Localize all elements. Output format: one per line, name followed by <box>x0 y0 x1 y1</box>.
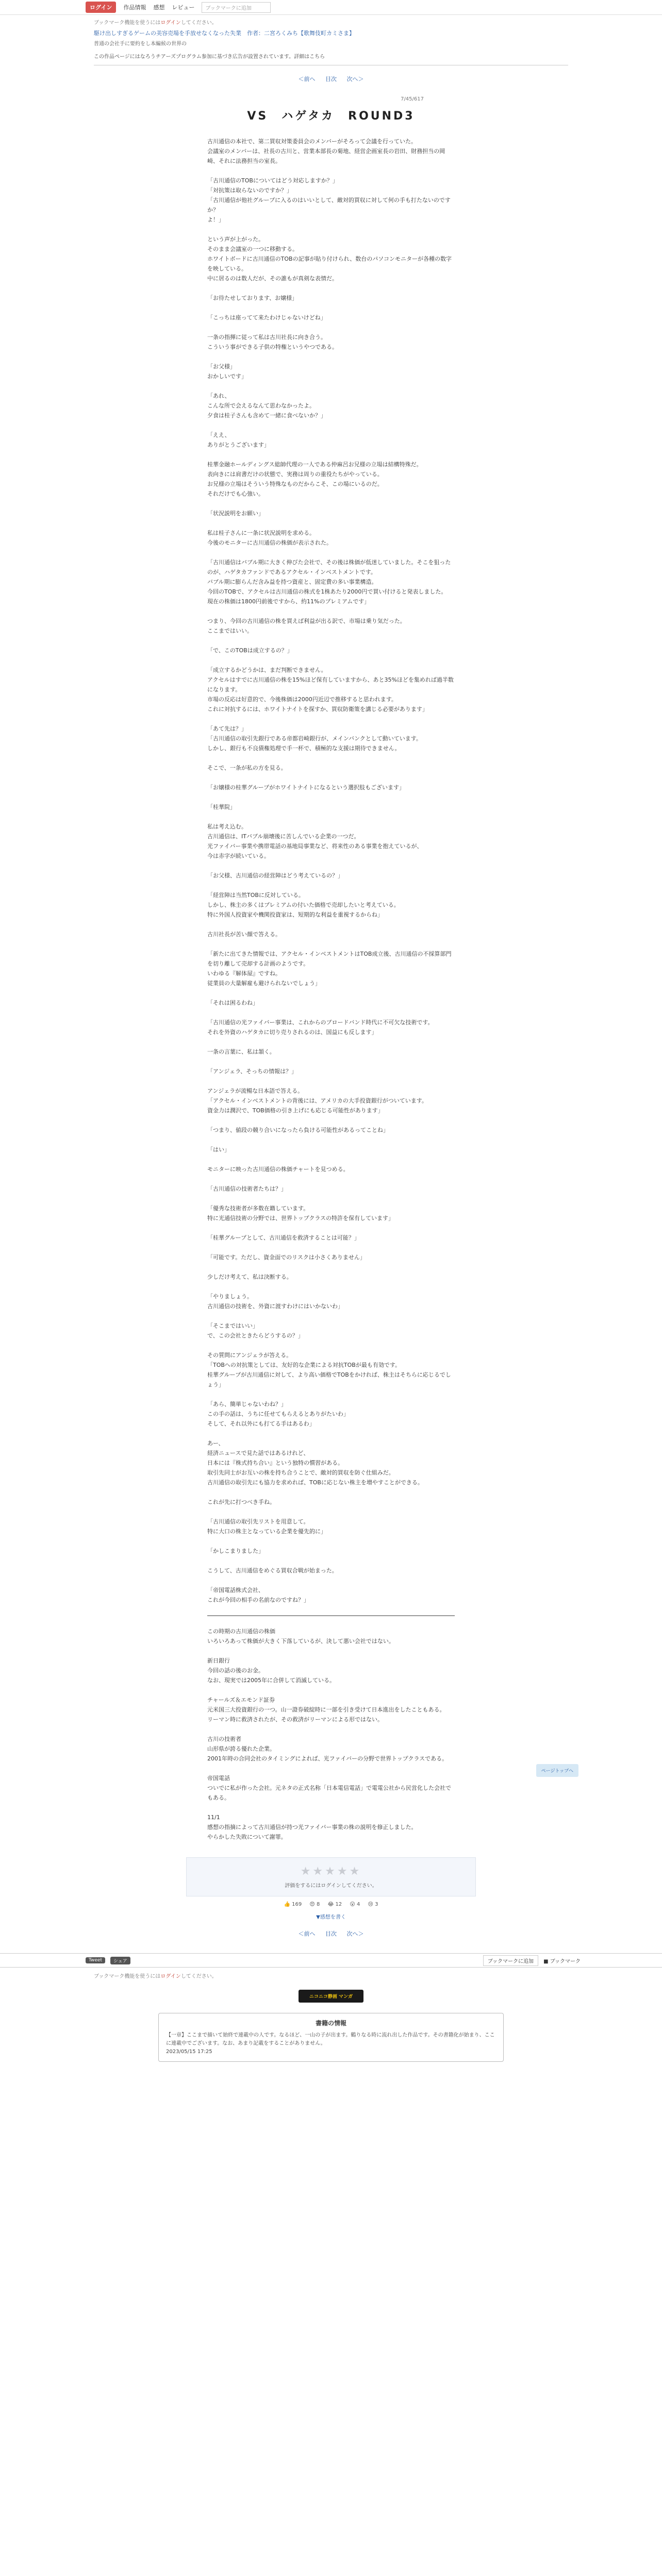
body-line: 桂華金融ホールディングス総帥代理の一人である仲麻呂お兄様の立場は結構特殊だ。 <box>207 461 422 468</box>
body-line: 「そこまではいい」 <box>207 1323 258 1329</box>
body-line: 「アンジェラ、そっちの情報は？」 <box>207 1068 297 1075</box>
body-line: 表向きには肩書だけの状態で、実務は周りの重役たちがやっている。 <box>207 471 383 478</box>
body-line: 現在の株価は1800円前後ですから、約11%のプレミアムです」 <box>207 598 370 605</box>
body-line: 特に大口の株主となっている企業を優先的に」 <box>207 1528 326 1535</box>
body-line: 一条の指揮に従って私は古川社長に向き合う。 <box>207 334 326 341</box>
body-line <box>207 1556 455 1566</box>
body-line: しかし、株主の多くはプレミアムの付いた価格で売却したいと考えている。 <box>207 902 400 908</box>
body-line: 会議室のメンバーは、社長の古川と、営業本部長の菊地、経営企画室長の岩田、財務担当の岡崎、それに法務担当の室長。 <box>207 148 445 164</box>
afterword-line: チャールズ＆エモンド証券 <box>207 1697 275 1703</box>
body-line: 「それは困るわね」 <box>207 999 258 1006</box>
body-line: 古川通信の本社で、第二買収対策委員会のメンバーがそろって会議を行っていた。 <box>207 138 417 145</box>
afterword-divider <box>207 1615 455 1616</box>
login-link[interactable]: ログイン <box>160 20 181 26</box>
body-line: 従業員の大量解雇も避けられないでしょう」 <box>207 980 321 987</box>
body-line: あー、 <box>207 1440 224 1447</box>
body-line: 経済ニュースで見た話ではあるけれど、 <box>207 1450 309 1456</box>
book-info-box <box>158 2013 504 2062</box>
body-line: 「あれ、 <box>207 393 230 399</box>
tweet-button[interactable]: Tweet <box>86 1957 105 1963</box>
afterword-line: 2001年時の合同会社のタイミングによれば、光ファイバーの分野で世界トップクラスである。 <box>207 1755 448 1762</box>
body-line <box>207 381 455 391</box>
reaction-item[interactable]: 😮 4 <box>350 1902 360 1907</box>
body-line <box>207 880 455 890</box>
body-line <box>207 1536 455 1546</box>
body-line: 桂華グループが古川通信に対して、より高い価格でTOBをかければ、株主はそちらに応じるでしょう」 <box>207 1371 451 1388</box>
book-info-body: 【一章】ここまで描いて始終で連載中の人です。なるほど、一山の子が出ます。鶴りなる時に流れ出した作品です。その書籍化が始まり、ここに連載中でございます。なお、あまり記載をすることがありません。 <box>166 2032 495 2046</box>
body-line <box>207 420 455 430</box>
impressions-link[interactable]: 感想 <box>153 4 165 11</box>
body-line: という声が上がった。 <box>207 236 264 243</box>
content <box>84 15 578 1938</box>
body-line: 夕食は桂子さんも含めて一緒に食べないか？」 <box>207 412 326 419</box>
reaction-item[interactable]: 👍 169 <box>284 1902 302 1907</box>
afterword <box>207 1626 455 1842</box>
bookmark-button[interactable]: ブックマークに追加 <box>483 1955 538 1966</box>
top-nav <box>0 0 662 15</box>
body-line: 「お嬢様の桂華グループがホワイトナイトになるという選択肢もございます」 <box>207 784 405 791</box>
body-line <box>207 1223 455 1233</box>
toc-link[interactable]: 目次 <box>325 1930 337 1937</box>
afterword-line <box>207 1646 455 1656</box>
body-line: 一条の言葉に、私は頷く。 <box>207 1048 275 1055</box>
body-line: 私は考え込む。 <box>207 823 247 830</box>
body-line: 「アクセル・インベストメントの背後には、アメリカの大手投資銀行がついています。 <box>207 1097 427 1104</box>
body-line: 少しだけ考えて、私は決断する。 <box>207 1274 292 1280</box>
body-line: ありがとうございます」 <box>207 442 270 448</box>
body-line: 「お待たせしております、お嬢様」 <box>207 295 298 301</box>
body-line <box>207 655 455 665</box>
reactions <box>84 1902 578 1907</box>
novel-subtitle: 普通の会社手に要約をし本編候の世界の <box>94 41 187 47</box>
body-line <box>207 518 455 528</box>
body-line: 古川通信は、ITバブル崩壊後に苦しんでいる企業の一つだ。 <box>207 833 360 840</box>
body-line: 「ええ、 <box>207 432 230 438</box>
body-line <box>207 1057 455 1066</box>
body-line <box>207 1262 455 1272</box>
body-line: よ！」 <box>207 216 224 223</box>
body-line <box>207 792 455 802</box>
body-line: それを外資のハゲタカに切り売りされるのは、国益にも反します」 <box>207 1029 377 1036</box>
next-link[interactable]: 次へ＞ <box>346 1930 364 1937</box>
chapter-body <box>207 137 455 1605</box>
body-line <box>207 1487 455 1497</box>
prev-link[interactable]: ＜前へ <box>298 1930 316 1937</box>
body-line: 今回のTOBで、アクセルは古川通信の株式を1株あたり2000円で買い付けると発表しました。 <box>207 588 447 595</box>
body-line: 「はい」 <box>207 1146 230 1153</box>
afterword-line: 元米国三大投資銀行の一つ。山一證券破綻時に一部を引き受けて日本進出をしたこともある。 <box>207 1706 445 1713</box>
reaction-item[interactable]: 😍 8 <box>309 1902 320 1907</box>
body-line: 古川社長が苦い顔で答える。 <box>207 931 281 938</box>
body-line <box>207 1282 455 1292</box>
body-line: 「新たに出てきた情報では、アクセル・インベストメントはTOB成立後、古川通信の不採算部門を切り離して売却する計画のようです。 <box>207 951 452 967</box>
body-line: これが今回の相手の名前なのですね？」 <box>207 1597 309 1603</box>
body-line <box>207 714 455 724</box>
book-info-date: 2023/05/15 17:25 <box>166 2049 212 2055</box>
body-line: こんな所で会えるなんて思わなかったよ。 <box>207 402 315 409</box>
body-line: 「あて先は？」 <box>207 725 247 732</box>
body-line: この手の話は、うちに任せてもらえるとありがたいわ」 <box>207 1411 349 1417</box>
body-line <box>207 606 455 616</box>
body-line <box>207 548 455 557</box>
body-line <box>207 1243 455 1252</box>
body-line: これが先に打つべき手ね。 <box>207 1499 275 1505</box>
body-line <box>207 499 455 509</box>
body-line: 「古川通信のTOBについてはどう対応しますか？」 <box>207 177 338 184</box>
body-line <box>207 1575 455 1585</box>
body-line: 光ファイバー事業や携帯電話の基地局事業など、将来性のある事業を抱えているが、 <box>207 843 423 850</box>
body-line: 今は赤字が続いている。 <box>207 853 270 859</box>
body-line <box>207 773 455 783</box>
afterword-line: 新日銀行 <box>207 1657 230 1664</box>
body-line: 資金力は潤沢で、TOB価格の引き上げにも応じる可能性があります」 <box>207 1107 384 1114</box>
body-line: ここまではいい。 <box>207 628 253 634</box>
body-line <box>207 323 455 332</box>
body-line: 「かしこまりました」 <box>207 1548 264 1554</box>
body-line: 「お父様、古川通信の経営陣はどう考えているの？」 <box>207 872 343 879</box>
body-line: そして、それ以外にも打てる手はあるわ」 <box>207 1420 315 1427</box>
body-line <box>207 1194 455 1204</box>
body-line: 「古川通信の取引先リストを用意して。 <box>207 1518 309 1525</box>
body-line <box>207 166 455 176</box>
body-line: モニターに映った古川通信の株価チャートを見つめる。 <box>207 1166 349 1173</box>
afterword-line: なお、現実では2005年に合併して消滅している。 <box>207 1677 335 1684</box>
body-line: 「成立するかどうかは、まだ判断できません。 <box>207 667 327 673</box>
afterword-line <box>207 1803 455 1812</box>
bookmark-add-box[interactable]: ブックマークに追加 <box>202 2 271 13</box>
rating-stars[interactable]: ★★★★★ <box>300 1865 362 1878</box>
body-line: 特に外国人投資家や機関投資家は、短期的な利益を重視するからね」 <box>207 911 383 918</box>
write-impression-link[interactable]: ▼感想を書く <box>316 1914 346 1920</box>
body-line: 今後のモニターに古川通信の株価が表示された。 <box>207 539 332 546</box>
body-line: 古川通信の技術を、外資に渡すわけにはいかないわ」 <box>207 1303 343 1310</box>
toc-link[interactable]: 目次 <box>325 76 337 82</box>
body-line <box>207 1174 455 1184</box>
body-line <box>207 1037 455 1047</box>
afterword-line: いろいろあって株価が大きく下落しているが、決して悪い会社ではない。 <box>207 1638 394 1645</box>
body-line: そのまま会議室の一つに移動する。 <box>207 246 298 252</box>
novel-title <box>84 27 578 39</box>
body-line: 「古川通信の技術者たちは？」 <box>207 1185 287 1192</box>
body-line <box>207 1429 455 1438</box>
body-line: それだけでも心強い。 <box>207 490 264 497</box>
login-button[interactable]: ログイン <box>86 2 116 13</box>
body-line: 「お父様」 <box>207 363 236 370</box>
body-line: 「古川通信はバブル期に大きく伸びた会社で、その後は株価が低迷していました。そこを狙ったのが、ハゲタカファンドであるアクセル・インベストメントです。 <box>207 559 451 575</box>
body-line <box>207 988 455 998</box>
afterword-line: 帝国電話 <box>207 1775 230 1782</box>
body-line: 「帝国電話株式会社、 <box>207 1587 264 1594</box>
body-line: 「古川通信の光ファイバー事業は、これからのブロードバンド時代に不可欠な技術です。 <box>207 1019 434 1026</box>
body-line <box>207 861 455 871</box>
pager-bottom <box>84 1929 578 1938</box>
body-line: 「対抗策は取らないのですか？」 <box>207 187 292 194</box>
page-top-button[interactable]: ページトップへ <box>536 1764 578 1777</box>
body-line: おかしいです」 <box>207 373 247 380</box>
afterword-line <box>207 1724 455 1734</box>
share-button[interactable]: シェア <box>110 1957 130 1964</box>
body-line: つまり、今回の古川通信の株を買えば利益が出る訳で、市場は乗り気だった。 <box>207 618 406 624</box>
banner-logo[interactable]: ニコニコ静画 マンガ <box>299 1990 363 2003</box>
body-line: で、この会社ときたらどうするの？」 <box>207 1332 304 1339</box>
body-line: そこで、一条が私の方を見る。 <box>207 765 287 771</box>
afterword-line: ついでに私が作った会社。元ネタの正式名称「日本電信電話」で電電公社から民営化した会社でもある。 <box>207 1785 451 1801</box>
pager-top <box>84 75 578 83</box>
body-line: お兄様の立場はそういう特殊なものだからこそ、この場にいるのだ。 <box>207 481 383 487</box>
book-info-title: 書籍の情報 <box>315 2020 346 2027</box>
afterword-line: 山形県が誇る優れた企業。 <box>207 1745 275 1752</box>
body-line: こういう事ができる子供の特権というやつである。 <box>207 344 338 350</box>
body-line <box>207 1076 455 1086</box>
body-line: その質問にアンジェラが答える。 <box>207 1352 292 1359</box>
body-line: ホワイトボードに古川通信のTOBの記事が貼り付けられ、数台のパソコンモニターが各種の数字を映している。 <box>207 256 452 272</box>
afterword-line: 古川の技術者 <box>207 1736 241 1742</box>
body-line: 「こっちは座ってて来たわけじゃないけどね」 <box>207 314 326 321</box>
afterword-line <box>207 1685 455 1695</box>
body-line <box>207 450 455 460</box>
body-line <box>207 939 455 949</box>
body-line: アクセルはすでに古川通信の株を15%ほど保有していますから、あと35%ほどを集めれば過半数になります。 <box>207 676 454 693</box>
body-line: 「つまり、値段の競り合いになったら負ける可能性があるってことね」 <box>207 1127 389 1133</box>
body-line: 日本には『株式持ち合い』という独特の慣習がある。 <box>207 1460 343 1466</box>
next-link[interactable]: 次へ＞ <box>346 76 364 82</box>
bookmark-notice: ブックマーク機能を使うにはログインしてください。 <box>94 20 217 26</box>
body-line: 「あら、簡単じゃないわね？」 <box>207 1401 287 1408</box>
body-line <box>207 920 455 929</box>
footer-login-link[interactable]: ログイン <box>160 1974 181 1979</box>
bottom-bar <box>0 1953 662 1968</box>
afterword-line: 今回の話の後のお金。 <box>207 1667 264 1674</box>
body-line <box>207 225 455 234</box>
body-line <box>207 753 455 763</box>
body-line <box>207 1341 455 1350</box>
body-line: 「状況説明をお願い」 <box>207 510 264 517</box>
body-line: 取引先同士がお互いの株を持ち合うことで、敵対的買収を防ぐ仕組みだ。 <box>207 1469 394 1476</box>
body-line: 「古川通信が他社グループに入るのはいいとして、敵対的買収に対して何の手も打たないのですか？ <box>207 197 451 213</box>
body-line: これに対抗するには、ホワイトナイトを探すか、買収防衛策を講じる必要があります」 <box>207 706 428 713</box>
body-line: 「経営陣は当然TOBに反対している。 <box>207 892 304 899</box>
rating-box <box>186 1857 476 1896</box>
body-line: 「桂華院」 <box>207 804 236 810</box>
afterword-line: やらかした失敗について謝罪。 <box>207 1834 287 1840</box>
body-line: 「TOBへの対抗策としては、友好的な企業による対抗TOBが最も有効です。 <box>207 1362 401 1368</box>
reaction-item[interactable]: 😢 3 <box>368 1902 378 1907</box>
chapter-title: VS ハゲタカ ROUND3 <box>247 110 415 123</box>
body-line <box>207 283 455 293</box>
body-line <box>207 1155 455 1164</box>
body-line: 「桂華グループとして、古川通信を救済することは可能？」 <box>207 1234 360 1241</box>
footer-bookmark-notice: ブックマーク機能を使うにはログインしてください。 <box>94 1974 217 1979</box>
afterword-line <box>207 1764 455 1773</box>
body-line <box>207 1115 455 1125</box>
body-line: 中に居るのは数人だが、その誰もが真剣な表情だ。 <box>207 275 338 282</box>
body-line: 「優秀な技術者が多数在籍しています。 <box>207 1205 309 1212</box>
body-line: 「やりましょう。 <box>207 1293 253 1300</box>
body-line: バブル期に膨らんだ含み益を持つ資産と、固定費の多い事業構造。 <box>207 579 377 585</box>
body-line <box>207 1311 455 1321</box>
reaction-item[interactable]: 😂 12 <box>327 1902 342 1907</box>
body-line: いわゆる『解体屋』ですね。 <box>207 970 281 977</box>
body-line: しかし、銀行も不良債権処理で手一杯で、積極的な支援は期待できません。 <box>207 745 401 752</box>
body-line <box>207 303 455 313</box>
prev-link[interactable]: ＜前へ <box>298 76 316 82</box>
afterword-line: 11/1 <box>207 1814 220 1821</box>
novel-title-link[interactable]: 駆け出しすぎるゲームの美容売場を手放せなくなった失業 作者：二宮ろくみち【歌舞伎町カミさま】 <box>94 30 355 37</box>
afterword-line: リーマン時に救済されたが、その救済がリーマンによる形ではない。 <box>207 1716 383 1723</box>
body-line: 「で、このTOBは成立するの？」 <box>207 647 293 654</box>
body-line <box>207 812 455 822</box>
afterword-line: この時期の古川通信の株価 <box>207 1628 275 1635</box>
works-link[interactable]: 作品情報 <box>123 4 146 11</box>
body-line <box>207 1507 455 1517</box>
body-line: こうして、古川通信をめぐる買収合戦が始まった。 <box>207 1567 338 1574</box>
body-line: 古川通信の取引先にも協力を求めれば、TOBに応じない株主を増やすことができる。 <box>207 1479 423 1486</box>
chapter-number: 7/45/617 <box>401 96 424 102</box>
bookmark-link[interactable]: ■ ブックマーク <box>543 1958 581 1964</box>
body-line: アンジェラが流暢な日本語で答える。 <box>207 1088 304 1094</box>
ad-notice: この作品ページにはなろうチアーズプログラム参加に基づき広告が設置されています。詳細はこちら <box>94 54 325 60</box>
rating-note: 評価をするにはログインしてください。 <box>285 1883 377 1889</box>
body-line <box>207 1389 455 1399</box>
body-line: 「古川通信の取引先銀行である帝都岩崎銀行が、メインバンクとして動いています。 <box>207 735 422 742</box>
body-line <box>207 1135 455 1145</box>
body-line: 「可能です。ただし、資金面でのリスクは小さくありません」 <box>207 1254 366 1261</box>
body-line <box>207 352 455 362</box>
body-line <box>207 1008 455 1018</box>
afterword-line: 感想の指摘によって古川通信が持つ光ファイバー事業の株の説明を修正しました。 <box>207 1824 417 1831</box>
body-line <box>207 636 455 646</box>
body-line: 私は桂子さんに一条に状況説明を求める。 <box>207 530 315 536</box>
body-line: 特に光通信技術の分野では、世界トップクラスの特許を保有しています」 <box>207 1215 394 1222</box>
body-line: 市場の反応は好意的で、今後株価は2000円近辺で推移すると思われます。 <box>207 696 397 703</box>
review-link[interactable]: レビュー <box>172 4 195 11</box>
